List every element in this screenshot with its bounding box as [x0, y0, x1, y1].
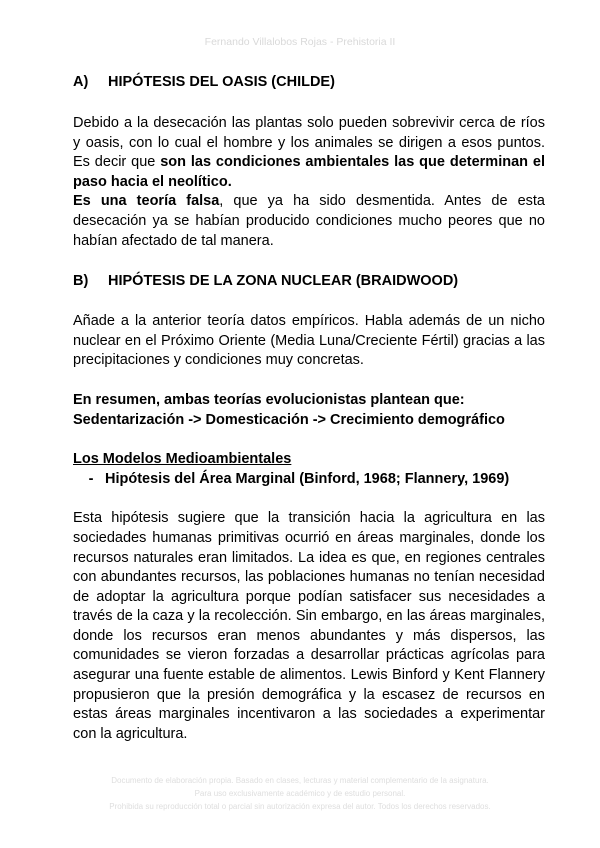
oasis-paragraph-2 — [73, 192, 545, 251]
oasis-paragraph-1 — [73, 114, 545, 192]
section-a-label: A) — [73, 74, 89, 90]
oasis-p1-plain: Debido a la desecación las plantas solo pueden sobrevivir cerca de ríos y oasis, con lo cual el hombre y los animales se dirigen a esos puntos. Es decir que — [73, 115, 545, 171]
section-a-title: HIPÓTESIS DEL OASIS (CHILDE) — [108, 74, 335, 90]
footer-line-1: Documento de elaboración propia. Basado en clases, lecturas y material complementario de la asignatura. — [111, 776, 489, 785]
header-watermark: Fernando Villalobos Rojas - Prehistoria II — [204, 36, 396, 48]
summary-line-1: En resumen, ambas teorías evolucionistas plantean que: — [73, 391, 465, 408]
oasis-p2-plain: , que ya ha sido desmentida. Antes de esta desecación ya se habían producido condiciones mucho peores que no habían afectado de tal manera. — [73, 193, 545, 249]
marginal-area-paragraph: Esta hipótesis sugiere que la transición hacia la agricultura en las sociedades humanas primitivas ocurrió en áreas marginales, donde los recursos naturales eran limitados. La idea es que, en regiones centrales con abundantes recursos, las poblaciones humanas no tenían necesidad de adoptar la agricultura porque podían satisfacer sus necesidades a través de la caza y la recolección. Sin embargo, en las áreas marginales, donde los recursos eran menos abundantes y más dispersos, las comunidades se vieron forzadas a desarrollar prácticas agrícolas para asegurar una fuente estable de alimentos. Lewis Binford y Kent Flannery propusieron que la presión demográfica y la escasez de recursos en estas áreas marginales incentivaron a las sociedades a experimentar con la agricultura. — [73, 510, 545, 742]
models-bullet — [73, 470, 545, 490]
section-b-label: B) — [73, 273, 89, 290]
document-content — [73, 72, 545, 744]
summary-block — [73, 391, 545, 430]
summary-line-2: Sedentarización -> Domesticación -> Crecimiento demográfico — [73, 411, 505, 428]
footer-line-2: Para uso exclusivamente académico y de estudio personal. — [194, 789, 406, 798]
nuclear-zone-paragraph: Añade a la anterior teoría datos empíricos. Habla además de un nicho nuclear en el Próximo Oriente (Media Luna/Creciente Fértil) gracias a las precipitaciones y condiciones muy concretas. — [73, 313, 545, 369]
bullet-dash: - — [88, 470, 94, 487]
section-b-heading — [73, 271, 545, 291]
oasis-p2-bold: Es una teoría falsa — [73, 193, 220, 210]
oasis-p1-bold: son las condiciones ambientales las que determinan el paso hacia el neolítico. — [73, 154, 545, 190]
models-section — [73, 450, 545, 489]
section-b-title: HIPÓTESIS DE LA ZONA NUCLEAR (BRAIDWOOD) — [108, 273, 459, 290]
bullet-text: Hipótesis del Área Marginal (Binford, 1968; Flannery, 1969) — [105, 470, 510, 487]
footer-line-3: Prohibida su reproducción total o parcial sin autorización expresa del autor. Todos los derechos reservados. — [109, 802, 491, 811]
section-a-heading — [73, 72, 545, 92]
models-title: Los Modelos Medioambientales — [73, 451, 292, 468]
footer-notice — [60, 774, 540, 813]
